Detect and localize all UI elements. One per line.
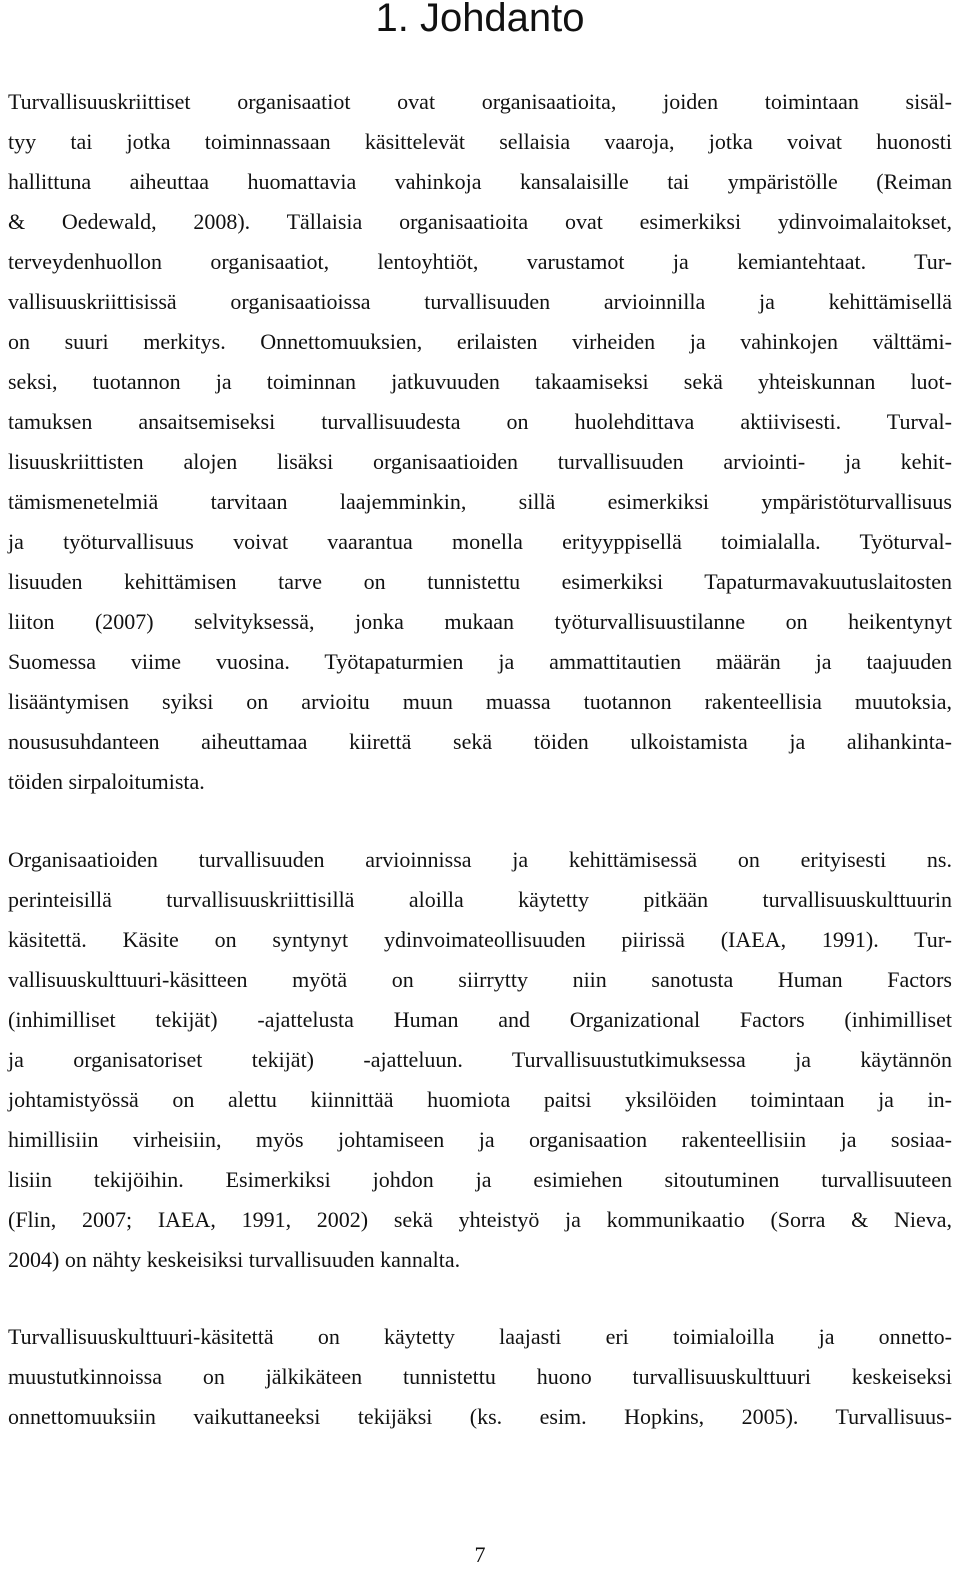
paragraph-3 <box>8 1317 952 1437</box>
text-line: onnettomuuksiin vaikuttaneeksi tekijäksi (ks. esim. Hopkins, 2005). Turvallisuus- <box>8 1404 952 1429</box>
text-line: (inhimilliset tekijät) -ajattelusta Human and Organizational Factors (inhimilliset <box>8 1007 952 1032</box>
text-line: lisääntymisen syiksi on arvioitu muun muassa tuotannon rakenteellisia muutoksia, <box>8 689 952 714</box>
page-number: 7 <box>474 1542 486 1567</box>
text-line: himillisiin virheisiin, myös johtamiseen ja organisaation rakenteellisiin ja sosiaa- <box>8 1127 952 1152</box>
text-line: Turvallisuuskriittiset organisaatiot ovat organisaatioita, joiden toimintaan sisäl- <box>8 89 952 114</box>
text-line: käsitettä. Käsite on syntynyt ydinvoimateollisuuden piirissä (IAEA, 1991). Tur- <box>8 927 952 952</box>
text-line: tamuksen ansaitsemiseksi turvallisuudesta on huolehdittava aktiivisesti. Turval- <box>8 409 952 434</box>
text-line: Suomessa viime vuosina. Työtapaturmien ja ammattitautien määrän ja taajuuden <box>8 649 952 674</box>
text-line: Organisaatioiden turvallisuuden arvioinnissa ja kehittämisessä on erityisesti ns. <box>8 847 952 872</box>
text-line: lisiin tekijöihin. Esimerkiksi johdon ja esimiehen sitoutuminen turvallisuuteen <box>8 1167 952 1192</box>
text-line: hallittuna aiheuttaa huomattavia vahinkoja kansalaisille tai ympäristölle (Reiman <box>8 169 952 194</box>
text-line: & Oedewald, 2008). Tällaisia organisaatioita ovat esimerkiksi ydinvoimalaitokset, <box>8 209 952 234</box>
text-line: töiden sirpaloitumista. <box>8 769 205 794</box>
text-line: tyy tai jotka toiminnassaan käsittelevät sellaisia vaaroja, jotka voivat huonosti <box>8 129 952 154</box>
text-line: liiton (2007) selvityksessä, jonka mukaan työturvallisuustilanne on heikentynyt <box>8 609 952 634</box>
text-line: noususuhdanteen aiheuttamaa kiirettä sekä töiden ulkoistamista ja alihankinta- <box>8 729 952 754</box>
text-line: tämismenetelmiä tarvitaan laajemminkin, sillä esimerkiksi ympäristöturvallisuus <box>8 489 952 514</box>
text-line: terveydenhuollon organisaatiot, lentoyhtiöt, varustamot ja kemiantehtaat. Tur- <box>8 249 952 274</box>
text-line: seksi, tuotannon ja toiminnan jatkuvuuden takaamiseksi sekä yhteiskunnan luot- <box>8 369 952 394</box>
text-line: 2004) on nähty keskeisiksi turvallisuuden kannalta. <box>8 1247 461 1272</box>
text-line: Turvallisuuskulttuuri-käsitettä on käytetty laajasti eri toimialoilla ja onnetto- <box>8 1324 952 1349</box>
text-line: vallisuuskulttuuri-käsitteen myötä on siirrytty niin sanotusta Human Factors <box>8 967 952 992</box>
text-line: ja organisatoriset tekijät) -ajatteluun. Turvallisuustutkimuksessa ja käytännön <box>8 1047 952 1072</box>
text-line: ja työturvallisuus voivat vaarantua monella erityyppisellä toimialalla. Työturval- <box>8 529 952 554</box>
text-line: muustutkinnoissa on jälkikäteen tunnistettu huono turvallisuuskulttuuri keskeiseksi <box>8 1364 952 1389</box>
text-line: (Flin, 2007; IAEA, 1991, 2002) sekä yhteistyö ja kommunikaatio (Sorra & Nieva, <box>8 1207 952 1232</box>
text-line: vallisuuskriittisissä organisaatioissa turvallisuuden arvioinnilla ja kehittämisellä <box>8 289 952 314</box>
text-line: johtamistyössä on alettu kiinnittää huomiota paitsi yksilöiden toimintaan ja in- <box>8 1087 952 1112</box>
text-line: lisuuskriittisten alojen lisäksi organisaatioiden turvallisuuden arviointi- ja kehit- <box>8 449 952 474</box>
text-line: on suuri merkitys. Onnettomuuksien, erilaisten virheiden ja vahinkojen välttämi- <box>8 329 952 354</box>
text-line: perinteisillä turvallisuuskriittisillä aloilla käytetty pitkään turvallisuuskulttuurin <box>8 887 952 912</box>
text-line: lisuuden kehittämisen tarve on tunnistettu esimerkiksi Tapaturmavakuutuslaitosten <box>8 569 952 594</box>
paragraph-1 <box>8 82 952 802</box>
paragraph-2 <box>8 840 952 1280</box>
chapter-heading: 1. Johdanto <box>375 0 585 40</box>
